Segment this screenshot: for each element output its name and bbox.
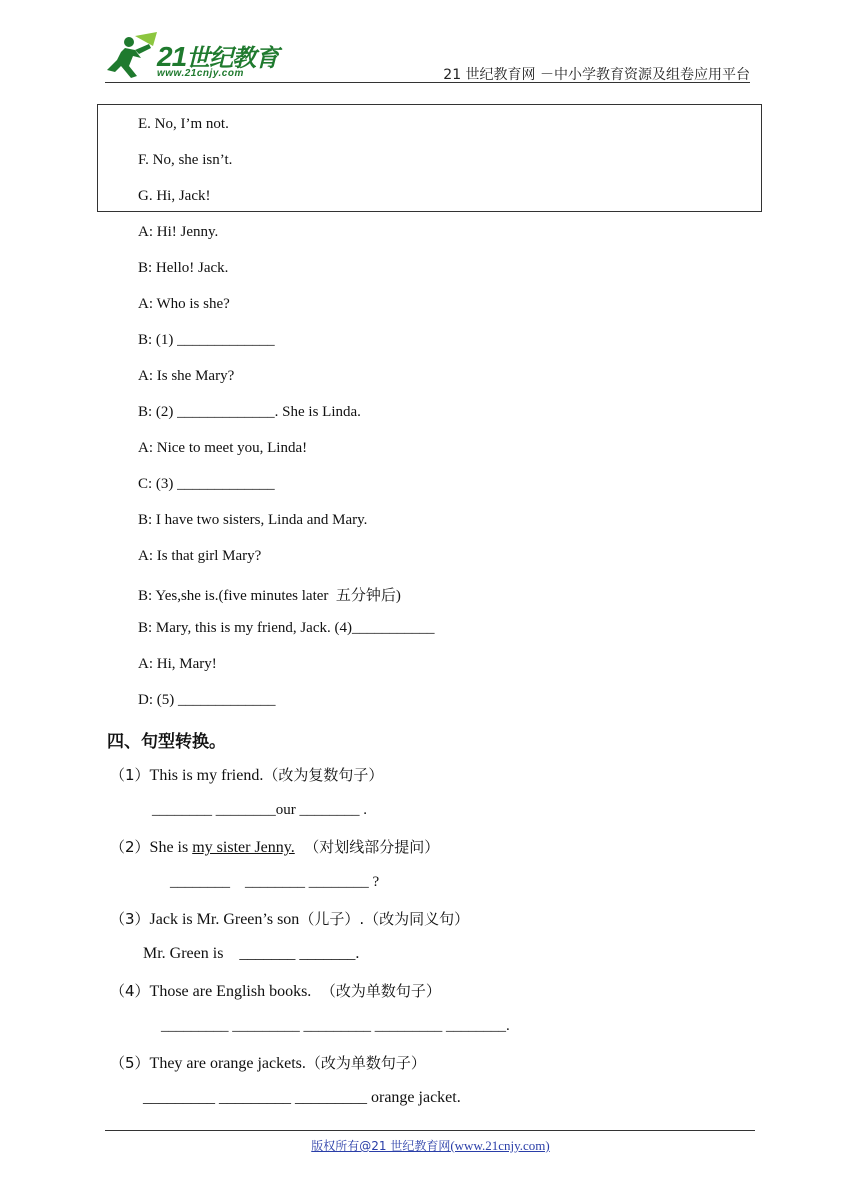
option-f: F. No, she isn’t. bbox=[138, 152, 233, 168]
logo-url: www.21cnjy.com bbox=[157, 68, 244, 79]
dialogue-line: B: (1) _____________ bbox=[138, 332, 275, 348]
question-3: （3）Jack is Mr. Green’s son（儿子）.（改为同义句） bbox=[110, 910, 470, 928]
logo bbox=[105, 30, 285, 82]
option-g: G. Hi, Jack! bbox=[138, 188, 211, 204]
dialogue-line: B: Hello! Jack. bbox=[138, 260, 229, 276]
answer-2[interactable]: ________ ________ ________ ? bbox=[170, 874, 380, 890]
options-box bbox=[97, 104, 762, 212]
dialogue-line: A: Hi, Mary! bbox=[138, 656, 217, 672]
question-4: （4）Those are English books. （改为单数句子） bbox=[110, 982, 441, 1000]
dialogue-line: B: I have two sisters, Linda and Mary. bbox=[138, 512, 368, 528]
question-5: （5）They are orange jackets.（改为单数句子） bbox=[110, 1054, 426, 1072]
dialogue-line: D: (5) _____________ bbox=[138, 692, 276, 708]
dialogue-line: B: Mary, this is my friend, Jack. (4)___________ bbox=[138, 620, 435, 636]
question-2: （2）She is my sister Jenny. （对划线部分提问） bbox=[110, 838, 440, 856]
footer-divider bbox=[105, 1130, 755, 1131]
dialogue-line: A: Who is she? bbox=[138, 296, 230, 312]
option-e: E. No, I’m not. bbox=[138, 116, 229, 132]
answer-3[interactable]: Mr. Green is _______ _______. bbox=[143, 945, 360, 962]
footer-copyright[interactable]: 版权所有@21 世纪教育网(www.21cnjy.com) bbox=[311, 1138, 550, 1153]
dialogue-line: B: Yes,she is.(five minutes later 五分钟后) bbox=[138, 588, 401, 604]
header-divider bbox=[105, 82, 750, 83]
dialogue-line: A: Is she Mary? bbox=[138, 368, 235, 384]
dialogue-line: A: Hi! Jenny. bbox=[138, 224, 219, 240]
logo-wordmark: 21世纪教育 bbox=[157, 41, 279, 72]
dialogue-line: A: Nice to meet you, Linda! bbox=[138, 440, 308, 456]
dialogue-line: C: (3) _____________ bbox=[138, 476, 275, 492]
section-title: 四、句型转换。 bbox=[107, 732, 226, 752]
header-site-text: 21 世纪教育网 －中小学教育资源及组卷应用平台 bbox=[443, 67, 750, 83]
dialogue-line: B: (2) _____________. She is Linda. bbox=[138, 404, 361, 420]
question-1: （1）This is my friend.（改为复数句子） bbox=[110, 766, 384, 784]
runner-logo-icon bbox=[105, 32, 161, 80]
underlined-phrase: my sister Jenny. bbox=[192, 839, 295, 856]
answer-1[interactable]: ________ ________our ________ . bbox=[152, 802, 367, 818]
answer-5[interactable]: _________ _________ _________ orange jacket. bbox=[143, 1089, 461, 1106]
dialogue-line: A: Is that girl Mary? bbox=[138, 548, 262, 564]
page-header bbox=[105, 30, 750, 84]
answer-4[interactable]: _________ _________ _________ _________ ________. bbox=[161, 1018, 510, 1034]
